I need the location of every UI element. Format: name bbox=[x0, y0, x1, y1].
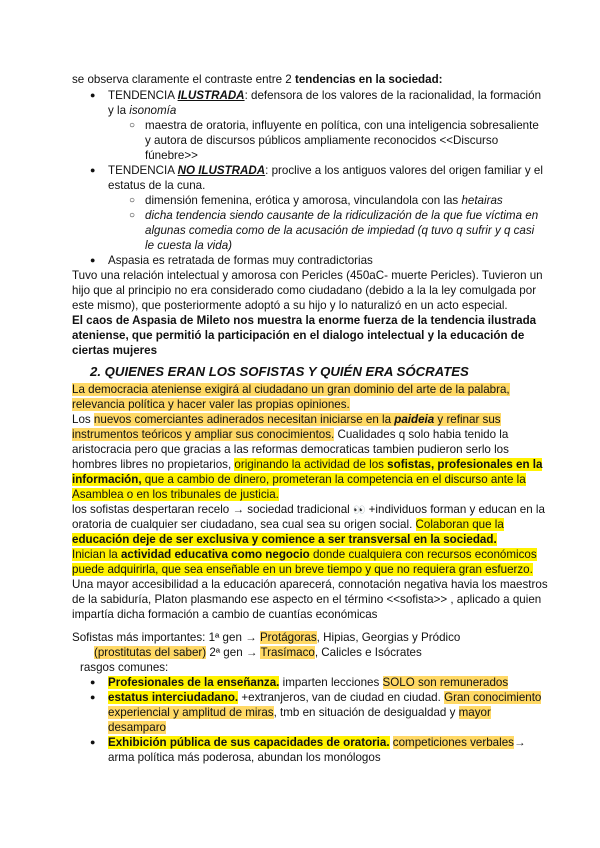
highlight: experiencial y amplitud de miras bbox=[108, 706, 274, 719]
no-ilustrada-line-2: estatus de la cuna. bbox=[108, 179, 206, 192]
conclusion-line: ciertas mujeres bbox=[72, 344, 158, 357]
p2-line-8 bbox=[72, 487, 279, 502]
highlight: desamparo bbox=[108, 721, 167, 734]
no-ilustrada-sub-1 bbox=[145, 193, 503, 208]
p3-line-3 bbox=[72, 532, 497, 547]
p3-line-2 bbox=[72, 517, 504, 532]
no-ilustrada-sub-3: algunas comedia como de la acusación de impiedad (q tuvo q sufrir y q casi bbox=[145, 224, 535, 237]
trasimaco-highlight: Trasímaco bbox=[260, 646, 315, 659]
sofistas-line-1 bbox=[72, 630, 460, 645]
highlight: que a cambio de dinero, prometeran la competencia en el discurso ante la bbox=[141, 473, 526, 486]
hetairas-term: hetairas bbox=[461, 194, 503, 207]
text: Los bbox=[72, 413, 94, 426]
highlight: (prostitutas del saber) bbox=[94, 646, 207, 659]
highlight-bold: educación deje de ser exclusiva y comience a ser transversal en la sociedad. bbox=[72, 533, 497, 546]
highlight: donde cualquiera con recursos económicos bbox=[309, 548, 537, 561]
p2-line-6 bbox=[72, 457, 542, 472]
sub-bullet: ○ bbox=[129, 195, 136, 206]
text: , Calicles e Isócrates bbox=[314, 646, 422, 659]
rasgo-2-line-3 bbox=[108, 720, 166, 735]
p2-line-3 bbox=[72, 412, 501, 427]
text: los sofistas despertaran recelo → sociedad tradicional bbox=[72, 503, 353, 516]
rasgos-label: rasgos comunes: bbox=[80, 661, 169, 674]
highlight: competiciones verbales bbox=[392, 736, 514, 749]
bullet-dot: ● bbox=[90, 692, 96, 702]
text: +individuos forman y educan en la bbox=[365, 503, 545, 516]
highlight: Asamblea o en los tribunales de justicia. bbox=[72, 488, 279, 501]
p3-line-7: de la sabiduría, Platon plasmando ese aspecto en el término <<sofista>> , aplicado a quien bbox=[72, 593, 542, 606]
section-heading: 2. QUIENES ERAN LOS SOFISTAS Y QUIÉN ERA SÓCRATES bbox=[90, 364, 469, 379]
no-ilustrada-sub-4: le cuesta la vida) bbox=[145, 239, 232, 252]
bullet-dot: ● bbox=[90, 677, 96, 687]
bullet-dot: ● bbox=[90, 165, 96, 175]
highlight: Inician la bbox=[72, 548, 121, 561]
highlight: y refinar sus bbox=[434, 413, 501, 426]
highlight: relevancia política y hacer valer las propias opiniones. bbox=[72, 398, 350, 411]
highlight: Gran conocimiento bbox=[444, 691, 542, 704]
rasgo-3-line-1 bbox=[108, 735, 526, 750]
highlight: mayor bbox=[458, 706, 491, 719]
text: Cualidades q solo habia tenido la bbox=[334, 428, 509, 441]
para1-line: este mismo), que posteriormente adoptó a su hijo y lo naturalizó en un acto especial. bbox=[72, 299, 508, 312]
highlight: originando la actividad de los bbox=[234, 458, 388, 471]
intro-text: se observa claramente el contraste entre 2 bbox=[72, 73, 295, 86]
p3-line-6: Una mayor accesibilidad a la educación aparecerá, connotación negativa havia los maestros bbox=[72, 578, 548, 591]
text: oratoria de cualquier ser ciudadano, sea cual sea su origen social. bbox=[72, 518, 416, 531]
highlight: Colaboran que la bbox=[415, 518, 504, 531]
highlight-bold: actividad educativa como negocio bbox=[120, 548, 310, 561]
text: dimensión femenina, erótica y amorosa, vinculandola con las bbox=[145, 194, 462, 207]
highlight: instrumentos teóricos y ampliar sus conocimientos. bbox=[72, 428, 335, 441]
p2-line-7 bbox=[72, 472, 526, 487]
sub-bullet: ○ bbox=[129, 210, 136, 221]
highlight-bold: Profesionales de la enseñanza. bbox=[108, 676, 280, 689]
no-ilustrada-label: NO ILUSTRADA bbox=[177, 164, 266, 177]
conclusion-line: El caos de Aspasia de Mileto nos muestra la enorme fuerza de la tendencia ilustrada bbox=[72, 314, 537, 327]
ilustrada-sub-3: fúnebre>> bbox=[145, 149, 198, 162]
ilustrada-sub-2: y autora de discursos públicos ampliamente reconocidos <<Discurso bbox=[145, 134, 499, 147]
text: TENDENCIA bbox=[108, 164, 178, 177]
p2-line-1 bbox=[72, 382, 510, 397]
highlight: La democracia ateniense exigirá al ciudadano un gran dominio del arte de la palabra, bbox=[72, 383, 510, 396]
text: , Hipias, Georgias y Pródico bbox=[316, 631, 461, 644]
rasgo-3-line-2: arma política más poderosa, abundan los monólogos bbox=[108, 751, 381, 764]
text: +extranjeros, van de ciudad en ciudad. bbox=[238, 691, 445, 704]
bullet-dot: ● bbox=[90, 255, 96, 265]
highlight: puede adquirirla, que sea enseñable en un breve tiempo y que no requiera gran esfuerzo. bbox=[72, 563, 533, 576]
sub-bullet: ○ bbox=[129, 120, 136, 131]
conclusion-line: ateniense, que permitió la participación en el dialogo intelectual y la educación de bbox=[72, 329, 525, 342]
p3-line-5 bbox=[72, 562, 533, 577]
arrow: → bbox=[513, 736, 526, 749]
highlight-bold: sofistas, profesionales en la bbox=[387, 458, 543, 471]
intro-bold: tendencias en la sociedad: bbox=[294, 73, 443, 86]
text: y la bbox=[108, 104, 130, 117]
p2-line-5: aristocracia pero que gracias a las reformas democraticas tambien pudieron serlo los bbox=[72, 443, 509, 456]
isonomia-term: isonomía bbox=[129, 104, 177, 117]
highlight: nuevos comerciantes adinerados necesitan iniciarse en la bbox=[93, 413, 395, 426]
rasgo-2-line-1 bbox=[108, 690, 541, 705]
text: , tmb en situación de desigualdad y bbox=[273, 706, 459, 719]
eyes-emoji-icon: 👀 bbox=[352, 505, 366, 516]
text: Sofistas más importantes: 1ª gen → bbox=[72, 631, 260, 644]
rasgo-1 bbox=[108, 675, 508, 690]
text: TENDENCIA bbox=[108, 89, 178, 102]
text: : proclive a los antiguos valores del origen familiar y el bbox=[265, 164, 543, 177]
p3-line-4 bbox=[72, 547, 537, 562]
p2-line-2 bbox=[72, 397, 350, 412]
para1-line: Tuvo una relación intelectual y amorosa con Pericles (450aC- muerte Pericles). Tuvieron un bbox=[72, 269, 543, 282]
ilustrada-label: ILUSTRADA bbox=[177, 89, 245, 102]
aspasia-bullet: Aspasia es retratada de formas muy contradictorias bbox=[108, 254, 373, 267]
intro-line bbox=[72, 72, 443, 87]
bullet-dot: ● bbox=[90, 737, 96, 747]
sofistas-line-2 bbox=[94, 645, 422, 660]
text: 2ª gen → bbox=[206, 646, 261, 659]
ilustrada-line-2 bbox=[108, 103, 176, 118]
ilustrada-line bbox=[108, 88, 541, 103]
text: hombres libres no propietarios, bbox=[72, 458, 235, 471]
highlight-bold: estatus interciudadano. bbox=[108, 691, 239, 704]
p2-line-4 bbox=[72, 427, 508, 442]
no-ilustrada-line bbox=[108, 163, 543, 178]
highlight: SOLO son remunerados bbox=[382, 676, 509, 689]
text: : defensora de los valores de la racionalidad, la formación bbox=[244, 89, 542, 102]
protagoras-highlight: Protágoras bbox=[259, 631, 317, 644]
rasgo-2-line-2 bbox=[108, 705, 491, 720]
highlight-bold: Exhibición pública de sus capacidades de oratoria. bbox=[108, 736, 390, 749]
ilustrada-sub-1: maestra de oratoria, influyente en política, con una inteligencia sobresaliente bbox=[145, 119, 539, 132]
text: imparten lecciones bbox=[279, 676, 383, 689]
highlight-bold: información, bbox=[72, 473, 142, 486]
paideia-term: paideia bbox=[394, 413, 435, 426]
p3-line-1 bbox=[72, 502, 545, 518]
no-ilustrada-sub-2: dicha tendencia siendo causante de la ridiculización de la que fue víctima en bbox=[145, 209, 539, 222]
para1-line: hijo que al principio no era considerado como ciudadano (debido a la la ley comulgada por bbox=[72, 284, 537, 297]
p3-line-8: impartía dicha formación a cambio de cuantías económicas bbox=[72, 608, 378, 621]
bullet-dot: ● bbox=[90, 90, 96, 100]
